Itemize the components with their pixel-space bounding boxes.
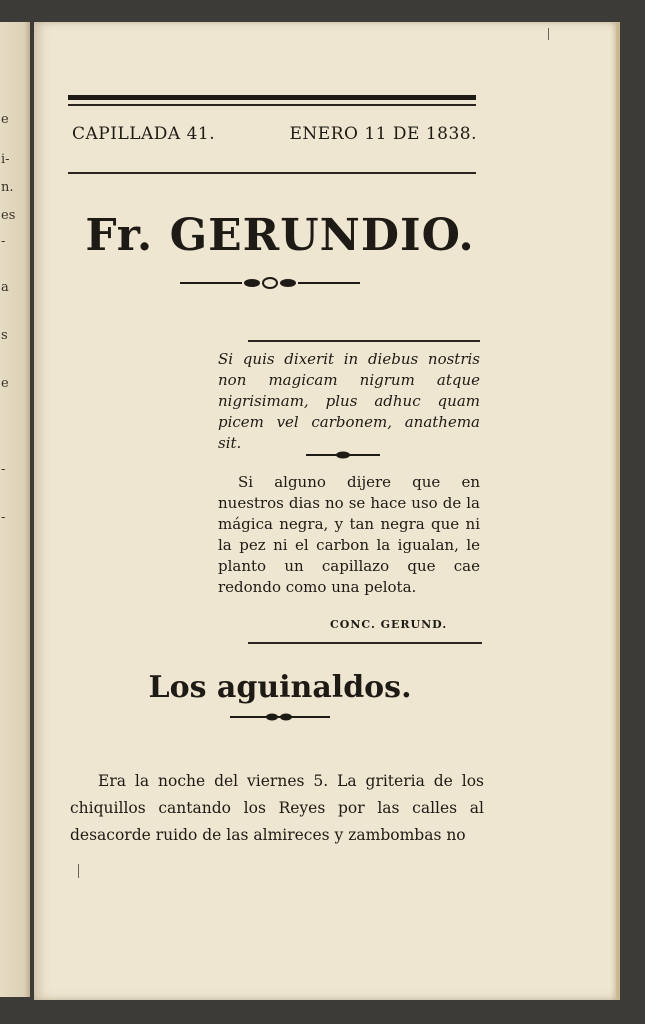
paper-mark bbox=[548, 28, 549, 40]
epigraph-top-rule bbox=[248, 340, 480, 342]
epigraph-ornament bbox=[306, 450, 380, 460]
spanish-epigraph: Si alguno dijere que en nuestros dias no se hace uso de la mágica negra, y tan negra que ni la pez ni el carbon la igualan, le planto un capillazo que cae redondo como una pelota. bbox=[218, 473, 480, 596]
header-top-rule-thin bbox=[68, 104, 476, 106]
epigraph-signature: CONC. GERUND. bbox=[330, 618, 448, 631]
facing-page-fragment: - bbox=[1, 462, 6, 477]
facing-page-fragment: s bbox=[1, 328, 8, 343]
section-ornament bbox=[230, 712, 330, 722]
title-ornament bbox=[180, 276, 360, 290]
header-bottom-rule bbox=[68, 172, 476, 174]
newspaper-title: Fr. GERUNDIO. bbox=[85, 210, 475, 261]
facing-page-fragment: a bbox=[1, 280, 9, 295]
issue-date: ENERO 11 DE 1838. bbox=[289, 124, 477, 144]
newspaper-page bbox=[34, 22, 616, 1000]
epigraph-bottom-rule bbox=[248, 642, 482, 644]
facing-page-fragment: e bbox=[1, 376, 9, 391]
header-top-rule bbox=[68, 95, 476, 100]
facing-page-fragment: es bbox=[1, 208, 16, 223]
latin-epigraph: Si quis dixerit in diebus nostris non magicam nigrum atque nigrisimam, plus adhuc quam picem vel carbonem, anathema sit. bbox=[218, 350, 480, 452]
facing-page-fragment: - bbox=[1, 510, 6, 525]
section-title: Los aguinaldos. bbox=[148, 670, 412, 705]
masthead bbox=[72, 124, 477, 144]
facing-page-edge bbox=[0, 22, 30, 997]
facing-page-fragment: n. bbox=[1, 180, 14, 195]
facing-page-fragment: - bbox=[1, 234, 6, 249]
issue-number: CAPILLADA 41. bbox=[72, 124, 216, 144]
facing-page-fragment: e bbox=[1, 112, 9, 127]
paper-mark bbox=[78, 864, 79, 878]
facing-page-fragment: i- bbox=[1, 152, 10, 167]
article-body: Era la noche del viernes 5. La griteria de los chiquillos cantando los Reyes por las calles al desacorde ruido de las almireces y zambombas no bbox=[70, 772, 484, 844]
